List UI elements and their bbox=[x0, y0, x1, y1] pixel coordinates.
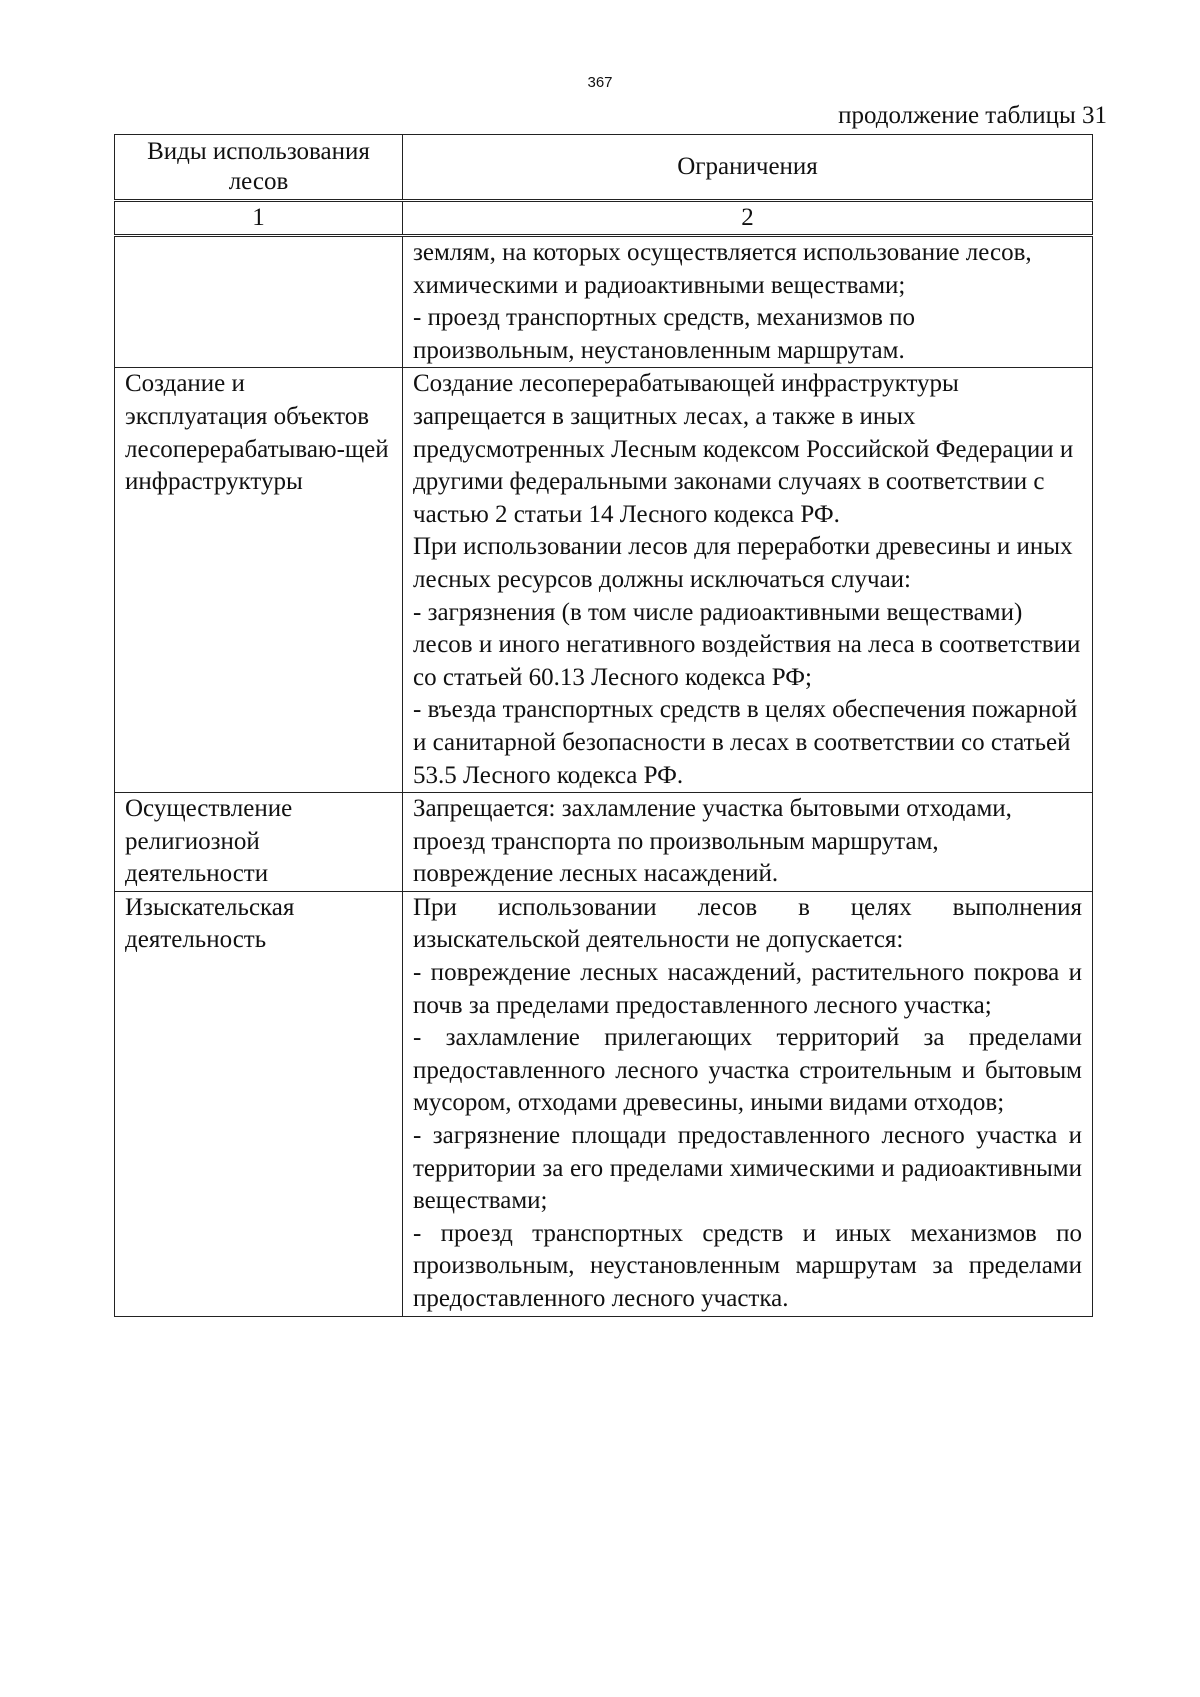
restriction-paragraph: - повреждение лесных насаждений, растительного покрова и почв за пределами предоставленного лесного участка; bbox=[413, 959, 1082, 1019]
restrictions-cell bbox=[403, 368, 1093, 793]
header-forest-use-types-text: Виды использования лесов bbox=[147, 138, 370, 195]
table-row bbox=[115, 793, 1093, 892]
header-forest-use-types bbox=[115, 135, 403, 201]
header-restrictions-text: Ограничения bbox=[677, 153, 818, 180]
restrictions-table bbox=[114, 134, 1093, 1317]
restriction-paragraph: землям, на которых осуществляется использование лесов, химическими и радиоактивными веществами; bbox=[413, 239, 1032, 299]
restrictions-cell bbox=[403, 891, 1093, 1316]
column-number-row bbox=[115, 201, 1093, 236]
restrictions-cell bbox=[403, 236, 1093, 368]
restriction-paragraph: Создание лесоперерабатывающей инфраструктуры запрещается в защитных лесах, а также в иных предусмотренных Лесным кодексом Российской Федерации и другими федеральными законами случаях в соответствии с частью 2 статьи 14 Лесного кодекса РФ. bbox=[413, 370, 1074, 528]
forest-use-type-cell: Создание и эксплуатация объектов лесоперерабатываю-щей инфраструктуры bbox=[115, 368, 403, 793]
table-continuation-label: продолжение таблицы 31 bbox=[838, 102, 1107, 129]
restriction-paragraph: При использовании лесов для переработки древесины и иных лесных ресурсов должны исключаться случаи: bbox=[413, 533, 1073, 593]
restriction-paragraph: - въезда транспортных средств в целях обеспечения пожарной и санитарной безопасности в лесах в соответствии со статьей 53.5 Лесного кодекса РФ. bbox=[413, 696, 1078, 789]
restriction-paragraph: - захламление прилегающих территорий за пределами предоставленного лесного участка строительным и бытовым мусором, отходами древесины, иными видами отходов; bbox=[413, 1024, 1082, 1117]
table-row bbox=[115, 891, 1093, 1316]
forest-use-type-cell: Изыскательская деятельность bbox=[115, 891, 403, 1316]
table-header-row bbox=[115, 135, 1093, 201]
restriction-paragraph: - загрязнения (в том числе радиоактивными веществами) лесов и иного негативного воздействия на леса в соответствии со статьей 60.13 Лесного кодекса РФ; bbox=[413, 598, 1081, 691]
forest-use-type-cell bbox=[115, 236, 403, 368]
table-row bbox=[115, 368, 1093, 793]
header-restrictions bbox=[403, 135, 1093, 201]
restriction-paragraph: При использовании лесов в целях выполнения изыскательской деятельности не допускается: bbox=[413, 893, 1082, 954]
restriction-paragraph: Запрещается: захламление участка бытовыми отходами, проезд транспорта по произвольным маршрутам, повреждение лесных насаждений. bbox=[413, 795, 1012, 888]
restriction-paragraph: - проезд транспортных средств, механизмов по произвольным, неустановленным маршрутам. bbox=[413, 304, 916, 364]
page-number: 367 bbox=[587, 74, 613, 91]
column-number-1: 1 bbox=[115, 201, 403, 236]
restrictions-cell bbox=[403, 793, 1093, 892]
forest-use-type-cell: Осуществление религиозной деятельности bbox=[115, 793, 403, 892]
restriction-paragraph: - загрязнение площади предоставленного лесного участка и территории за его пределами химическими и радиоактивными веществами; bbox=[413, 1122, 1082, 1215]
restriction-paragraph: - проезд транспортных средств и иных механизмов по произвольным, неустановленным маршрутам за пределами предоставленного лесного участка. bbox=[413, 1219, 1082, 1312]
column-number-2: 2 bbox=[403, 201, 1093, 236]
table-row bbox=[115, 236, 1093, 368]
